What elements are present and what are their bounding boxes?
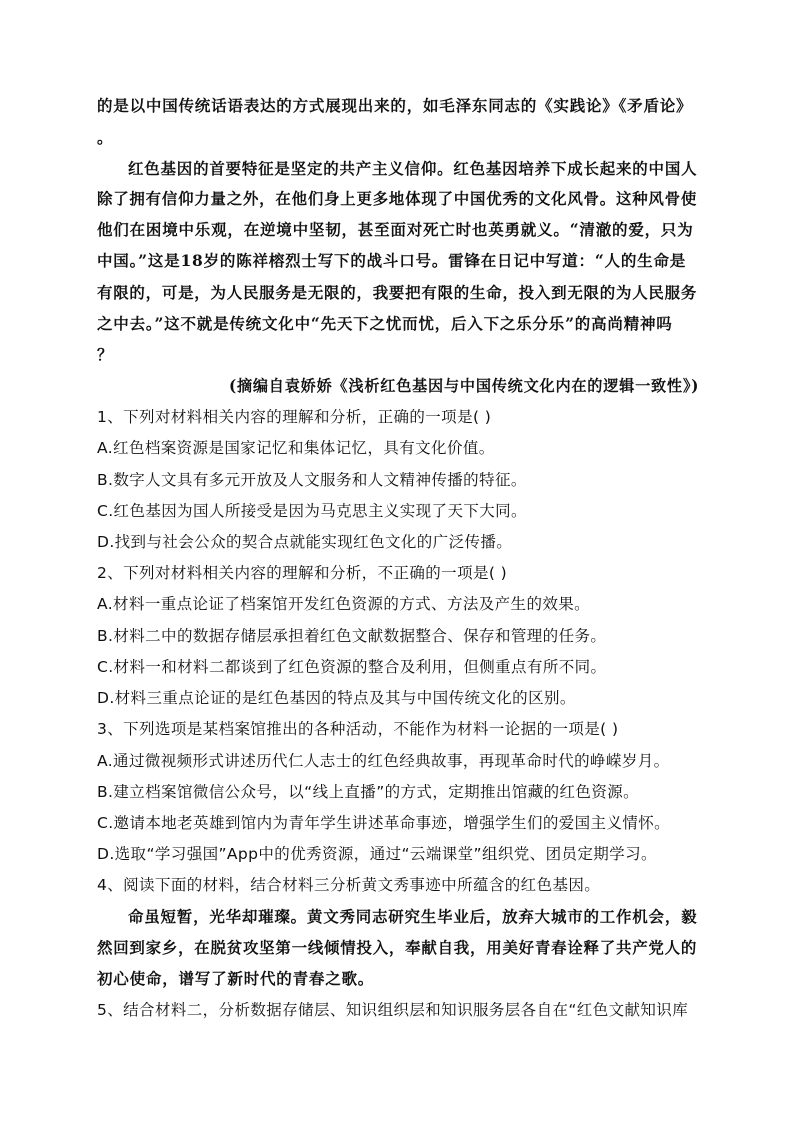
question-stem: 2、下列对材料相关内容的理解和分析，不正确的一项是( ) (97, 564, 508, 582)
question-option: D.选取“学习强国”App中的优秀资源，通过“云端课堂”组织党、团员定期学习。 (97, 845, 657, 863)
question-option: A.红色档案资源是国家记忆和集体记忆，具有文化价值。 (97, 439, 495, 457)
question-option: D.材料三重点论证的是红色基因的特点及其与中国传统文化的区别。 (97, 689, 576, 707)
question-option: C.材料一和材料二都谈到了红色资源的整合及利用，但侧重点有所不同。 (97, 658, 607, 676)
question-stem: 1、下列对材料相关内容的理解和分析，正确的一项是( ) (97, 408, 492, 426)
question-stem: 3、下列选项是某档案馆推出的各种活动，不能作为材料一论据的一项是( ) (97, 720, 619, 738)
passage-line: 。 (97, 128, 114, 147)
passage-line: ？ (97, 345, 114, 364)
material-line: 初心使命，谱写了新时代的青春之歌。 (97, 969, 375, 988)
material-line: 然回到家乡，在脱贫攻坚第一线倾情投入，奉献自我，用美好青春诠释了共产党人的 (97, 938, 698, 957)
question-option: C.邀请本地老英雄到馆内为青年学生讲述革命事迹，增强学生们的爱国主义情怀。 (97, 814, 671, 832)
material-line: 命虽短暂，光华却璀璨。黄文秀同志研究生毕业后，放弃大城市的工作机会，毅 (128, 907, 698, 926)
question-option: A.通过微视频形式讲述历代仁人志士的红色经典故事，再现革命时代的峥嵘岁月。 (97, 752, 670, 770)
passage-line: 有限的，可是，为人民服务是无限的，我要把有限的生命，投入到无限的为人民服务 (97, 283, 698, 302)
question-option: B.材料二中的数据存储层承担着红色文献数据整合、保存和管理的任务。 (97, 627, 607, 645)
passage-line: 除了拥有信仰力量之外，在他们身上更多地体现了中国优秀的文化风骨。这种风骨使 (97, 189, 698, 208)
question-option: D.找到与社会公众的契合点就能实现红色文化的广泛传播。 (97, 533, 513, 551)
question-option: B.建立档案馆微信公众号，以“线上直播”的方式，定期推出馆藏的红色资源。 (97, 783, 640, 801)
question-stem: 5、结合材料二，分析数据存储层、知识组织层和知识服务层各自在“红色文献知识库 (97, 1001, 689, 1019)
passage-line: 他们在困境中乐观，在逆境中坚韧，甚至面对死亡时也英勇就义。“清澈的爱，只为 (97, 220, 694, 239)
passage-line: 红色基因的首要特征是坚定的共产主义信仰。红色基因培养下成长起来的中国人 (128, 159, 698, 178)
question-stem: 4、阅读下面的材料，结合材料三分析黄文秀事迹中所蕴含的红色基因。 (97, 876, 601, 894)
passage-line: 的是以中国传统话语表达的方式展现出来的，如毛泽东同志的《实践论》《矛盾论》 (97, 96, 693, 115)
question-option: B.数字人文具有多元开放及人文服务和人文精神传播的特征。 (97, 471, 527, 489)
question-option: C.红色基因为国人所接受是因为马克思主义实现了天下大同。 (97, 502, 527, 520)
source-citation: (摘编自袁娇娇《浅析红色基因与中国传统文化内在的逻辑一致性》) (229, 376, 700, 395)
passage-line: 中国。”这是18岁的陈祥榕烈士写下的战斗口号。雷锋在日记中写道：“人的生命是 (97, 251, 687, 270)
passage-line: 之中去。”这不就是传统文化中“先天下之忧而忧，后入下之乐分乐”的高尚精神吗 (97, 314, 673, 333)
question-option: A.材料一重点论证了档案馆开发红色资源的方式、方法及产生的效果。 (97, 595, 591, 613)
